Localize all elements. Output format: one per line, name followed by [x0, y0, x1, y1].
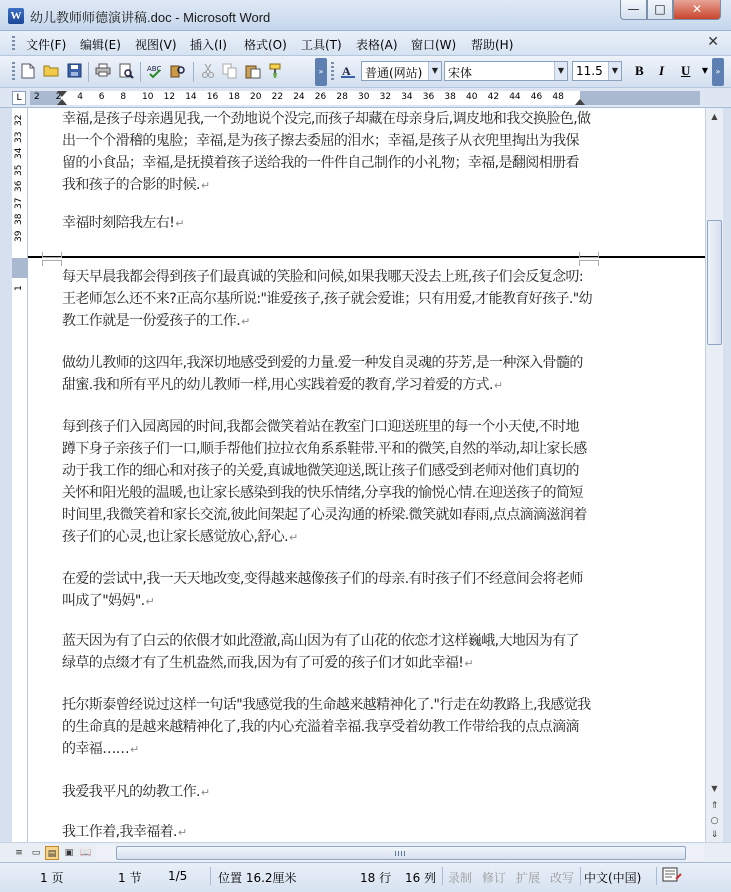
svg-text:ABC: ABC — [147, 65, 162, 73]
ruler-number: 2 — [34, 92, 40, 102]
vertical-ruler[interactable] — [12, 108, 28, 842]
paragraph-mark: ↵ — [493, 379, 503, 392]
ruler-number: 32 — [379, 92, 392, 102]
paragraph-mark: ↵ — [200, 179, 210, 192]
left-frame — [0, 108, 12, 842]
status-separator — [656, 867, 657, 885]
ruler-number: 34 — [401, 92, 413, 102]
title-bar — [0, 0, 731, 31]
status-bar — [0, 862, 731, 892]
paragraph-mark: ↵ — [130, 743, 139, 756]
paragraph-text: 做幼儿教师的这四年,我深切地感受到爱的力量.爱一种发自灵魂的芬芳,是一种深入骨髓的甜蜜.我和所有平凡的幼儿教师一样,用心实践着爱的教育,学习着爱的方式. — [62, 355, 583, 393]
italic-button[interactable]: I — [659, 63, 665, 78]
font-combo[interactable] — [444, 61, 568, 81]
status-extend-selection[interactable]: 扩展 — [516, 871, 541, 885]
vertical-ruler-number: 1 — [14, 285, 24, 291]
paragraph-mark: ↵ — [145, 595, 155, 608]
status-section: 1 节 — [118, 871, 142, 885]
close-window-button[interactable]: ✕ — [673, 0, 721, 20]
toolbar-grip[interactable] — [331, 62, 334, 82]
spelling-status-icon[interactable] — [662, 867, 682, 886]
document-paragraph[interactable] — [62, 821, 592, 842]
ruler-number: 44 — [509, 92, 521, 102]
menu-view[interactable]: 视图(V) — [135, 38, 177, 52]
ruler-number: 16 — [206, 92, 219, 102]
horizontal-scrollbar[interactable] — [0, 842, 731, 862]
horizontal-ruler[interactable] — [0, 88, 731, 108]
maximize-button[interactable]: □ — [647, 0, 673, 20]
vertical-ruler-number: 36 — [14, 180, 24, 192]
vertical-scrollbar[interactable] — [705, 108, 723, 842]
document-paragraph[interactable] — [62, 266, 592, 333]
word-app-icon[interactable]: W — [8, 8, 24, 24]
document-paragraph[interactable] — [62, 694, 592, 761]
previous-page-button[interactable]: ⇑ — [710, 801, 719, 811]
status-separator — [210, 867, 211, 885]
cut-icon[interactable] — [200, 63, 216, 79]
print-layout-view-button[interactable]: ▤ — [45, 846, 59, 860]
outline-view-button[interactable]: ▣ — [64, 848, 74, 858]
paragraph-text: 托尔斯泰曾经说过这样一句话"我感觉我的生命越来越精神化了."行走在幼教路上,我感觉我的生命真的是越来越精神化了,我的内心充溢着幸福.我享受着幼教工作带给我的点点滴滴的幸福…… — [62, 697, 591, 757]
minimize-button[interactable]: — — [620, 0, 647, 20]
right-margin-area — [580, 91, 700, 105]
style-combo-value: 普通(网站) — [365, 66, 423, 80]
vertical-ruler-number: 34 — [14, 147, 24, 159]
ruler-number: 30 — [358, 92, 370, 102]
paragraph-text: 在爱的尝试中,我一天天地改变,变得越来越像孩子们的母亲.有时孩子们不经意间会将老师叫成了"妈妈". — [62, 571, 583, 609]
ruler-number: 38 — [444, 92, 456, 102]
normal-view-button[interactable]: ≡ — [15, 848, 23, 858]
toolbar — [0, 56, 731, 88]
ruler-number: 10 — [142, 92, 154, 102]
paragraph-mark: ↵ — [177, 826, 187, 839]
paragraph-text: 每天早晨我都会得到孩子们最真诚的笑脸和问候,如果我哪天没去上班,孩子们会反复念叨:王老师怎么还不来?正高尔基所说:"谁爱孩子,孩子就会爱谁；只有用爱,才能教育好孩子."幼教工作就是一份爱孩子的工作. — [62, 269, 592, 329]
page-corner-mark — [42, 252, 62, 258]
ruler-number: 46 — [530, 92, 543, 102]
ruler-number: 26 — [314, 92, 327, 102]
ruler-number: 20 — [250, 92, 262, 102]
ruler-number: 48 — [552, 92, 564, 102]
menu-insert[interactable]: 插入(I) — [190, 38, 227, 52]
close-document-button[interactable]: ✕ — [707, 34, 719, 50]
ruler-number: 2 — [55, 92, 62, 102]
ruler-number: 4 — [77, 92, 83, 102]
paragraph-mark: ↵ — [464, 657, 473, 670]
ruler-number: 8 — [120, 92, 127, 102]
menu-file[interactable]: 文件(F) — [26, 38, 67, 52]
open-folder-icon[interactable] — [43, 63, 59, 79]
status-overtype[interactable]: 改写 — [550, 871, 575, 885]
toolbar-separator — [88, 62, 89, 82]
next-page-button[interactable]: ⇓ — [710, 830, 719, 840]
document-paragraph[interactable] — [62, 781, 592, 804]
document-paragraph[interactable] — [62, 352, 592, 397]
ruler-number: 14 — [185, 92, 197, 102]
paragraph-text: 每到孩子们入园离园的时间,我都会微笑着站在教室门口迎送班里的每一个小天使,不时地蹲下身子亲孩子们一口,顺手帮他们拉拉衣角系系鞋带.平和的微笑,自然的举动,却让家长感动于我工作的细心和对孩子的关爱,真诚地微笑迎送,既让孩子们感受到老师对他们真切的关怀和阳光般的温暖,也让家长感染到我的快乐情绪,分享我的愉悦心情.在迎送孩子的简短时间里,我微笑着和家长交流,彼此间架起了心灵沟通的桥梁.微笑就如春雨,点点滴滴滋润着孩子们的心灵,也让家长感觉放心,舒心. — [62, 419, 587, 545]
page-corner-mark — [579, 252, 599, 258]
status-page: 1 页 — [40, 871, 64, 885]
status-page-of: 1/5 — [168, 869, 188, 883]
new-document-icon[interactable] — [20, 63, 36, 79]
document-paragraph[interactable] — [62, 630, 592, 675]
chevron-down-icon[interactable]: ▼ — [428, 62, 441, 80]
ruler-number: 12 — [163, 92, 176, 102]
status-column: 16 列 — [405, 871, 437, 885]
font-combo-value: 宋体 — [448, 66, 473, 80]
format-painter-icon[interactable] — [268, 63, 284, 79]
window-title: 幼儿教师师德演讲稿.doc - Microsoft Word — [30, 10, 271, 25]
print-preview-icon[interactable] — [118, 63, 134, 79]
ruler-number: 40 — [466, 92, 478, 102]
menu-table[interactable]: 表格(A) — [356, 38, 398, 52]
scroll-grip — [395, 851, 405, 856]
status-line: 18 行 — [360, 871, 392, 885]
chevron-down-icon[interactable]: ▼ — [701, 66, 709, 75]
ruler-number: 18 — [228, 92, 240, 102]
menu-tools[interactable]: 工具(T) — [301, 38, 342, 52]
status-separator — [442, 867, 443, 885]
scroll-down-button[interactable]: ▼ — [711, 784, 718, 793]
styles-formatting-icon[interactable] — [340, 63, 356, 79]
horizontal-scroll-thumb[interactable] — [116, 846, 686, 860]
ruler-number: 24 — [293, 92, 305, 102]
tab-stop-selector[interactable]: L — [12, 91, 26, 105]
font-size-combo[interactable] — [572, 61, 622, 81]
status-record-macro[interactable]: 录制 — [448, 871, 473, 885]
menu-bar — [0, 31, 731, 56]
document-paragraph[interactable] — [62, 212, 592, 235]
print-icon[interactable] — [95, 63, 111, 79]
menu-help[interactable]: 帮助(H) — [471, 38, 514, 52]
ruler-number: 28 — [336, 92, 348, 102]
vertical-ruler-number: 38 — [14, 213, 24, 225]
paragraph-mark: ↵ — [200, 786, 210, 799]
document-paragraph[interactable] — [62, 108, 592, 197]
vertical-ruler-number: 37 — [14, 197, 24, 209]
ruler-number: 6 — [98, 92, 105, 102]
document-paragraph[interactable] — [62, 416, 592, 549]
web-layout-view-button[interactable]: ▭ — [31, 848, 41, 858]
spelling-icon[interactable] — [147, 63, 163, 79]
page-break-margin — [12, 258, 28, 278]
first-line-indent-marker[interactable] — [57, 91, 67, 97]
underline-button[interactable]: U — [681, 63, 691, 78]
vertical-ruler-number: 35 — [14, 164, 24, 176]
document-area[interactable] — [28, 108, 705, 842]
right-frame — [723, 108, 731, 842]
paragraph-text: 我爱我平凡的幼教工作. — [62, 784, 200, 800]
paragraph-text: 我工作着,我幸福着. — [62, 824, 177, 840]
ruler-number: 22 — [271, 92, 284, 102]
status-separator — [580, 867, 581, 885]
reading-layout-view-button[interactable]: 📖 — [80, 848, 92, 858]
research-icon[interactable] — [170, 63, 186, 79]
svg-text:A: A — [342, 64, 351, 78]
hanging-indent-marker[interactable] — [57, 99, 67, 105]
vertical-ruler-number: 39 — [14, 230, 24, 242]
paragraph-mark: ↵ — [241, 315, 250, 328]
toolbar-overflow-button[interactable]: » — [712, 58, 724, 86]
font-size-value: 11.5 — [576, 64, 603, 78]
menu-format[interactable]: 格式(O) — [244, 38, 287, 52]
bold-button[interactable]: B — [635, 63, 644, 78]
page-break-line — [28, 256, 705, 260]
ruler-number: 36 — [422, 92, 435, 102]
menu-edit[interactable]: 编辑(E) — [80, 38, 121, 52]
paragraph-mark: ↵ — [288, 531, 298, 544]
toolbar-grip[interactable] — [12, 62, 15, 82]
page-corner-mark — [42, 260, 62, 266]
toolbar-separator — [140, 62, 141, 82]
chevron-down-icon[interactable]: ▼ — [608, 62, 621, 80]
status-language[interactable]: 中文(中国) — [584, 871, 642, 885]
save-icon[interactable] — [66, 63, 82, 79]
vertical-scroll-thumb[interactable] — [707, 220, 722, 345]
paragraph-text: 幸福时刻陪我左右! — [62, 215, 175, 231]
vertical-ruler-number: 33 — [14, 131, 24, 143]
chevron-down-icon[interactable]: ▼ — [554, 62, 567, 80]
ruler-strip[interactable] — [30, 91, 700, 105]
menubar-grip[interactable] — [12, 36, 15, 51]
paragraph-text: 幸福,是孩子母亲遇见我,一个劲地说个没完,而孩子却藏在母亲身后,调皮地和我交换脸色,做出一个个滑稽的鬼脸；幸福,是为孩子擦去委屈的泪水；幸福,是孩子从衣兜里掏出为我保留的小食品；幸福,是抚摸着孩子送给我的一件件自己制作的小礼物；幸福,是翻阅相册看我和孩子的合影的时候. — [62, 111, 591, 193]
vertical-ruler-number: 32 — [14, 114, 24, 126]
toolbar-overflow-button[interactable]: » — [315, 58, 327, 86]
status-track-changes[interactable]: 修订 — [482, 871, 507, 885]
select-browse-object-button[interactable]: ○ — [710, 816, 719, 826]
copy-icon[interactable] — [222, 63, 238, 79]
ruler-number: 42 — [487, 92, 500, 102]
paste-icon[interactable] — [245, 63, 261, 79]
toolbar-separator — [193, 62, 194, 82]
right-indent-marker[interactable] — [575, 99, 585, 105]
document-paragraph[interactable] — [62, 568, 592, 613]
menu-window[interactable]: 窗口(W) — [411, 38, 457, 52]
paragraph-text: 蓝天因为有了白云的依偎才如此澄澈,高山因为有了山花的依恋才这样巍峨,大地因为有了绿草的点缀才有了生机盎然,而我,因为有了可爱的孩子们才如此幸福! — [62, 633, 579, 671]
scroll-up-button[interactable]: ▲ — [711, 112, 718, 121]
paragraph-mark: ↵ — [175, 217, 184, 230]
style-combo[interactable] — [361, 61, 442, 81]
status-position: 位置 16.2厘米 — [218, 871, 297, 885]
